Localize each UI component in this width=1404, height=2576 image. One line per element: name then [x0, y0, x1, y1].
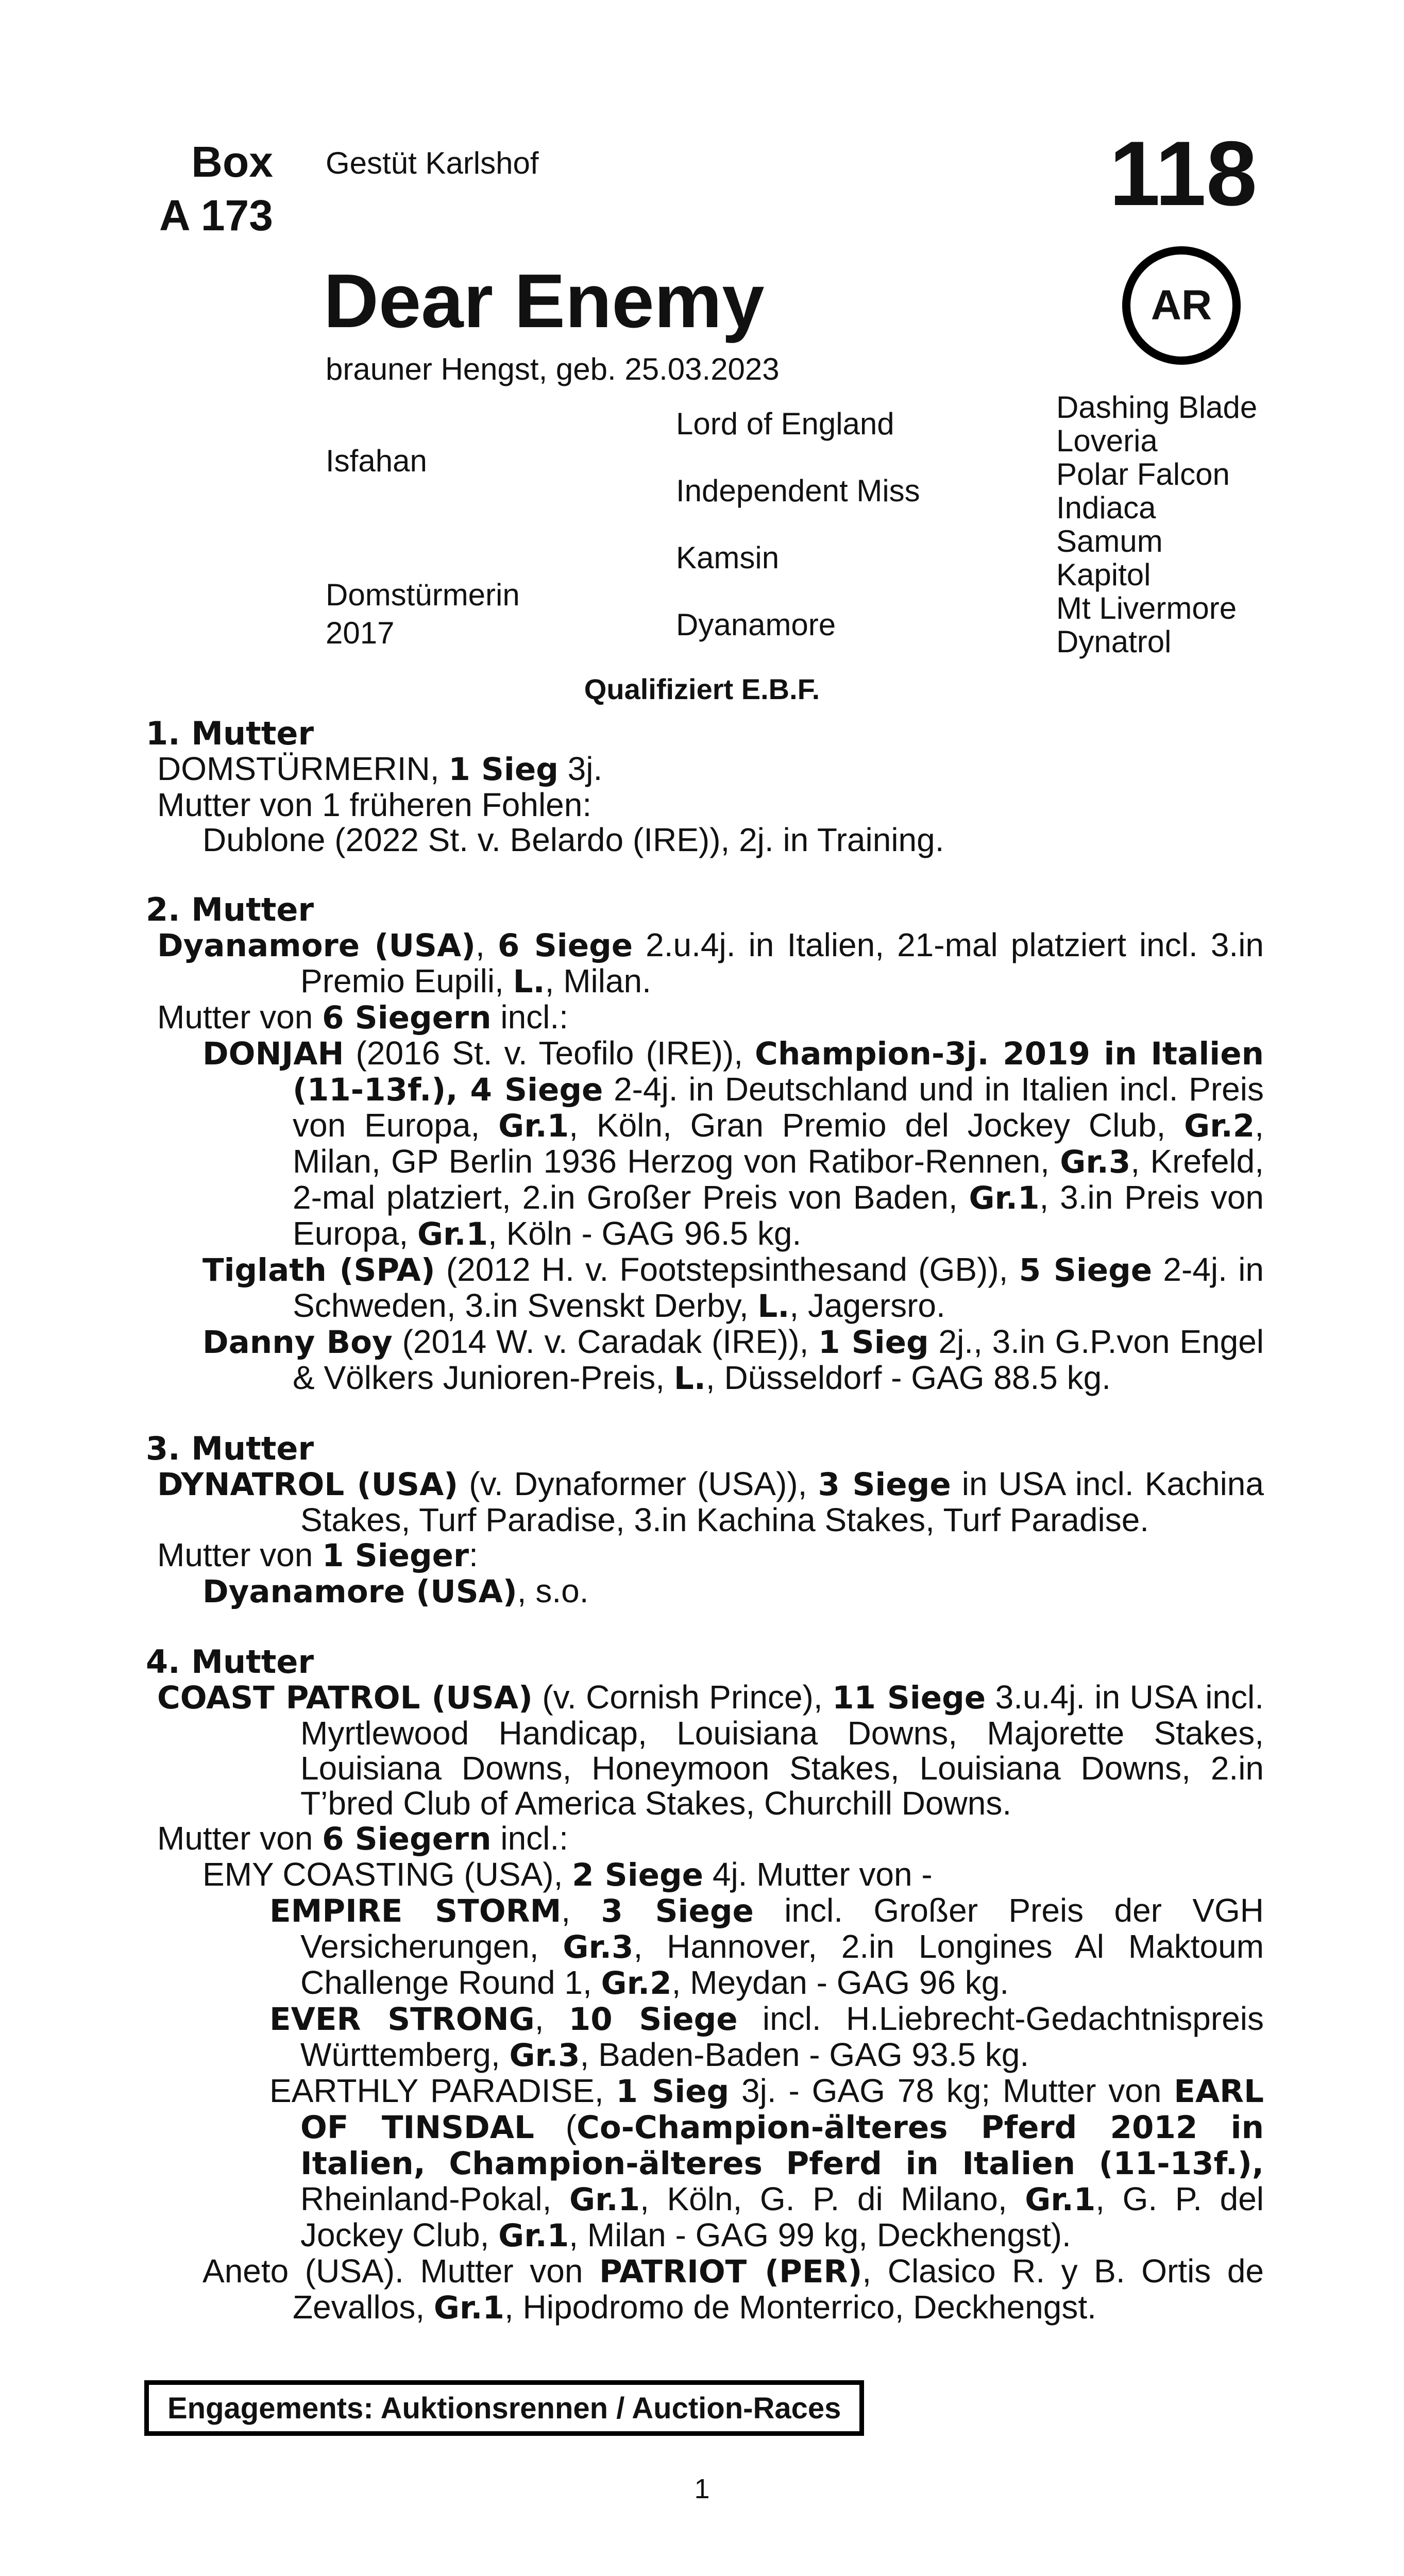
ar-badge-label: AR	[1151, 282, 1212, 329]
produce-intro: Mutter von 6 Siegern incl.:	[157, 998, 568, 1036]
section-heading: 3. Mutter	[146, 1430, 314, 1467]
engagements-box	[144, 2380, 864, 2436]
pedigree-gen2-item: Kamsin	[676, 540, 780, 575]
section-heading: 2. Mutter	[146, 891, 314, 928]
dam-entry: DYNATROL (USA) (v. Dynaformer (USA)), 3 Siege in USA incl. Kachina Stakes, Turf Paradise, 3.in Kachina Stakes, Turf Paradise.	[157, 1465, 1264, 1538]
section-heading: 4. Mutter	[146, 1643, 314, 1681]
pedigree-gen3-item: Indiaca	[1056, 490, 1156, 525]
pedigree-gen3-item: Dashing Blade	[1056, 390, 1258, 425]
pedigree-dam-year: 2017	[326, 616, 395, 650]
engagements-label: Engagements: Auktionsrennen / Auction-Races	[167, 2391, 841, 2425]
section-heading: 1. Mutter	[146, 715, 314, 752]
horse-name: Dear Enemy	[324, 259, 765, 344]
pedigree-gen3-column	[1056, 391, 1257, 658]
pedigree-gen3-item: Dynatrol	[1056, 624, 1172, 659]
pedigree-gen3-item: Kapitol	[1056, 557, 1151, 592]
dam-entry: DOMSTÜRMERIN, 1 Sieg 3j.	[157, 750, 603, 788]
produce-entry: EMPIRE STORM, 3 Siege incl. Großer Preis der VGH Versicherungen, Gr.3, Hannover, 2.in Longines Al Maktoum Challenge Round 1, Gr.2, Meydan - GAG 96 kg.	[269, 1892, 1264, 2002]
pedigree-dam: Domstürmerin	[326, 578, 520, 612]
pedigree-gen2-item: Lord of England	[676, 406, 894, 441]
produce-entry: Danny Boy (2014 W. v. Caradak (IRE)), 1 Sieg 2j., 3.in G.P.von Engel & Völkers Junioren-Preis, L., Düsseldorf - GAG 88.5 kg.	[202, 1323, 1264, 1397]
pedigree-gen3-item: Samum	[1056, 524, 1163, 558]
pedigree-gen2-item: Dyanamore	[676, 607, 836, 642]
pedigree-gen3-item: Polar Falcon	[1056, 457, 1230, 492]
page-number: 1	[694, 2473, 710, 2504]
produce-entry: Dublone (2022 St. v. Belardo (IRE)), 2j. in Training.	[202, 821, 944, 858]
box-number: A 173	[159, 191, 273, 240]
pedigree-gen2-item: Independent Miss	[676, 473, 920, 508]
qualified-note: Qualifiziert E.B.F.	[584, 673, 820, 705]
stud-name: Gestüt Karlshof	[326, 146, 539, 180]
produce-entry: EVER STRONG, 10 Siege incl. H.Liebrecht-Gedachtnispreis Württemberg, Gr.3, Baden-Baden - GAG 93.5 kg.	[269, 2000, 1264, 2074]
catalogue-body	[146, 716, 1264, 2326]
horse-description: brauner Hengst, geb. 25.03.2023	[326, 352, 780, 386]
pedigree-gen3-item: Loveria	[1056, 423, 1158, 458]
pedigree-sire: Isfahan	[326, 444, 427, 478]
dam-entry: Dyanamore (USA), 6 Siege 2.u.4j. in Italien, 21-mal platziert incl. 3.in Premio Eupili, L., Milan.	[157, 926, 1264, 1000]
box-label	[129, 135, 273, 242]
produce-intro: Mutter von 6 Siegern incl.:	[157, 1820, 568, 1857]
dam-entry: COAST PATROL (USA) (v. Cornish Prince), 11 Siege 3.u.4j. in USA incl. Myrtlewood Handicap, Louisiana Downs, Majorette Stakes, Louisiana Downs, Honeymoon Stakes, Louisiana Downs, 2.in T’bred Club of America Stakes, Churchill Downs.	[157, 1679, 1264, 1822]
produce-intro: Mutter von 1 früheren Fohlen:	[157, 786, 592, 823]
pedigree-gen3-item: Mt Livermore	[1056, 591, 1237, 625]
produce-entry: Tiglath (SPA) (2012 H. v. Footstepsinthesand (GB)), 5 Siege 2-4j. in Schweden, 3.in Svenskt Derby, L., Jagersro.	[202, 1251, 1264, 1325]
produce-entry: DONJAH (2016 St. v. Teofilo (IRE)), Champion-3j. 2019 in Italien (11-13f.), 4 Siege 2-4j. in Deutschland und in Italien incl. Preis von Europa, Gr.1, Köln, Gran Premio del Jockey Club, Gr.2, Milan, GP Berlin 1936 Herzog von Ratibor-Rennen, Gr.3, Krefeld, 2-mal platziert, 2.in Großer Preis von Baden, Gr.1, 3.in Preis von Europa, Gr.1, Köln - GAG 96.5 kg.	[202, 1035, 1264, 1252]
produce-entry: Dyanamore (USA), s.o.	[202, 1572, 589, 1610]
produce-entry: EMY COASTING (USA), 2 Siege 4j. Mutter von -	[202, 1856, 933, 1893]
ar-badge	[1122, 246, 1241, 365]
produce-entry: Aneto (USA). Mutter von PATRIOT (PER), Clasico R. y B. Ortis de Zevallos, Gr.1, Hipodromo de Monterrico, Deckhengst.	[202, 2252, 1264, 2326]
produce-entry: EARTHLY PARADISE, 1 Sieg 3j. - GAG 78 kg; Mutter von EARL OF TINSDAL (Co-Champion-älteres Pferd 2012 in Italien, Champion-älteres Pferd in Italien (11-13f.), Rheinland-Pokal, Gr.1, Köln, G. P. di Milano, Gr.1, G. P. del Jockey Club, Gr.1, Milan - GAG 99 kg, Deckhengst).	[269, 2072, 1264, 2254]
lot-number: 118	[1109, 122, 1257, 225]
box-title: Box	[191, 138, 273, 186]
produce-intro: Mutter von 1 Sieger:	[157, 1536, 478, 1574]
